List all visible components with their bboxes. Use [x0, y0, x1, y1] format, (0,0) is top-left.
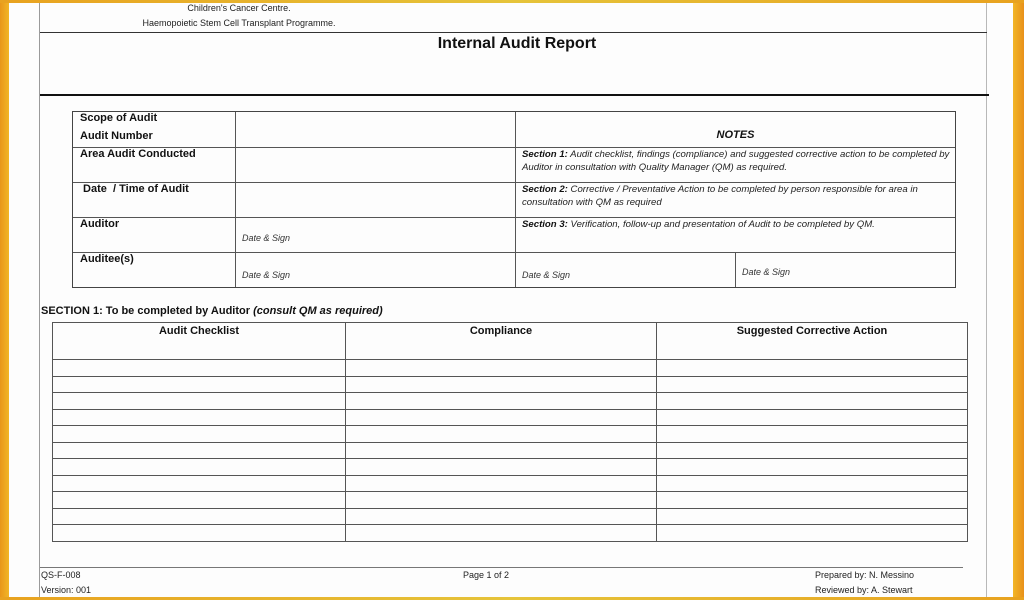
checklist-item-cell[interactable] [53, 459, 345, 475]
compliance-cell[interactable] [346, 393, 656, 409]
label-auditees: Auditee(s) [80, 253, 134, 265]
note-section-1-text: Audit checklist, findings (compliance) and suggested corrective action to be completed by Auditor in consultation with Quality Manager (QM) as required. [522, 149, 950, 173]
corrective-action-cell[interactable] [657, 443, 967, 459]
column-header-suggested-corrective-action: Suggested Corrective Action [736, 325, 888, 337]
qm-date-sign-left-label: Date & Sign [522, 270, 571, 280]
corrective-action-cell[interactable] [657, 476, 967, 492]
compliance-cell[interactable] [346, 525, 656, 541]
reviewed-by: Reviewed by: A. Stewart [815, 585, 913, 595]
section-1-heading [41, 305, 383, 317]
compliance-cell[interactable] [346, 426, 656, 442]
footer-rule [40, 567, 963, 568]
note-section-3 [522, 218, 952, 231]
corrective-action-cell[interactable] [657, 377, 967, 393]
note-section-3-label: Section 3: [522, 219, 568, 230]
column-header-audit-checklist: Audit Checklist [158, 325, 240, 337]
auditor-date-sign-label: Date & Sign [242, 233, 291, 243]
corrective-action-cell[interactable] [657, 509, 967, 525]
header-rule [40, 32, 987, 33]
note-section-1-label: Section 1: [522, 149, 568, 160]
date-time-of-audit-field[interactable] [236, 183, 515, 217]
notes-title: NOTES [716, 129, 755, 141]
checklist-item-cell[interactable] [53, 393, 345, 409]
compliance-cell[interactable] [346, 360, 656, 376]
corrective-action-cell[interactable] [657, 360, 967, 376]
compliance-cell[interactable] [346, 459, 656, 475]
prepared-by: Prepared by: N. Messino [815, 570, 915, 580]
compliance-cell[interactable] [346, 443, 656, 459]
label-scope-of-audit: Scope of Audit [80, 112, 158, 124]
section-1-heading-text: SECTION 1: To be completed by Auditor [41, 305, 254, 317]
checklist-item-cell[interactable] [53, 492, 345, 508]
page-margin-line-right [986, 3, 987, 597]
programme-name: Haemopoietic Stem Cell Transplant Programme. [142, 18, 336, 28]
compliance-cell[interactable] [346, 410, 656, 426]
area-audit-conducted-field[interactable] [236, 148, 515, 182]
column-divider [735, 252, 736, 287]
checklist-item-cell[interactable] [53, 443, 345, 459]
page-title: Internal Audit Report [437, 35, 597, 52]
note-section-2-text: Corrective / Preventative Action to be completed by person responsible for area in consultation with QM as required [522, 184, 918, 208]
checklist-item-cell[interactable] [53, 525, 345, 541]
page-margin-line-left [39, 3, 40, 597]
compliance-cell[interactable] [346, 509, 656, 525]
corrective-action-cell[interactable] [657, 410, 967, 426]
corrective-action-cell[interactable] [657, 393, 967, 409]
page-number: Page 1 of 2 [463, 570, 510, 580]
corrective-action-cell[interactable] [657, 492, 967, 508]
document-page [9, 3, 1013, 597]
checklist-item-cell[interactable] [53, 426, 345, 442]
form-code: QS-F-008 [41, 570, 81, 580]
section-1-heading-note: (consult QM as required) [253, 305, 383, 317]
note-section-3-text: Verification, follow-up and presentation of Audit to be completed by QM. [567, 219, 875, 230]
title-rule [40, 94, 989, 96]
corrective-action-cell[interactable] [657, 525, 967, 541]
checklist-item-cell[interactable] [53, 360, 345, 376]
checklist-item-cell[interactable] [53, 377, 345, 393]
organization-name: Children's Cancer Centre. [187, 3, 291, 13]
corrective-action-cell[interactable] [657, 459, 967, 475]
note-section-2 [522, 183, 952, 209]
checklist-item-cell[interactable] [53, 476, 345, 492]
compliance-cell[interactable] [346, 377, 656, 393]
note-section-1 [522, 148, 952, 174]
compliance-cell[interactable] [346, 492, 656, 508]
audit-info-table [72, 111, 956, 288]
label-audit-number: Audit Number [80, 130, 153, 142]
auditee-date-sign-label: Date & Sign [242, 270, 291, 280]
compliance-cell[interactable] [346, 476, 656, 492]
label-auditor: Auditor [80, 218, 120, 230]
label-area-audit-conducted: Area Audit Conducted [80, 148, 196, 160]
column-header-compliance: Compliance [469, 325, 533, 337]
note-section-2-label: Section 2: [522, 184, 568, 195]
checklist-item-cell[interactable] [53, 410, 345, 426]
form-version: Version: 001 [41, 585, 92, 595]
checklist-item-cell[interactable] [53, 509, 345, 525]
audit-checklist-table [52, 322, 968, 542]
label-date-time-of-audit: Date / Time of Audit [80, 183, 189, 195]
qm-date-sign-right-label: Date & Sign [742, 267, 791, 277]
scope-audit-number-field[interactable] [236, 112, 515, 147]
corrective-action-cell[interactable] [657, 426, 967, 442]
